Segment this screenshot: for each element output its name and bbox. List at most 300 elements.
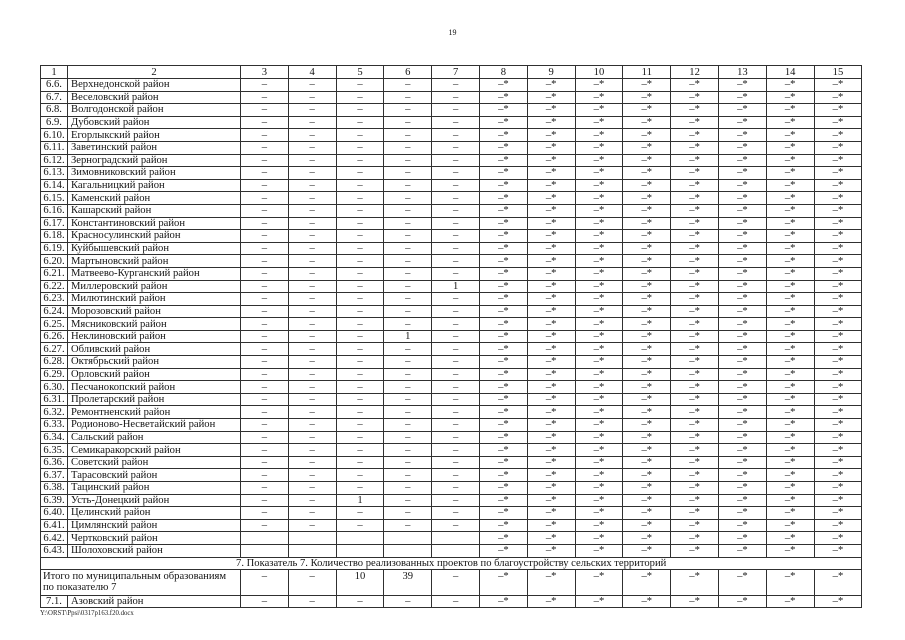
district-name: Морозовский район bbox=[68, 305, 241, 318]
value-cell-col-10: –* bbox=[575, 167, 623, 180]
table-row bbox=[41, 267, 862, 280]
value-cell-col-6: – bbox=[384, 431, 432, 444]
value-cell-col-3: – bbox=[241, 431, 289, 444]
value-cell-col-10: –* bbox=[575, 494, 623, 507]
value-cell-col-3: – bbox=[241, 419, 289, 432]
value-cell-col-10: –* bbox=[575, 204, 623, 217]
value-cell-col-10: –* bbox=[575, 230, 623, 243]
value-cell-col-4: – bbox=[288, 356, 336, 369]
district-name: Песчанокопский район bbox=[68, 381, 241, 394]
value-cell-col-3: – bbox=[241, 293, 289, 306]
value-cell-col-11: –* bbox=[623, 305, 671, 318]
table-row bbox=[41, 179, 862, 192]
table-row bbox=[41, 255, 862, 268]
value-cell-col-5: – bbox=[336, 267, 384, 280]
table-row bbox=[41, 519, 862, 532]
total-cell-col-4: – bbox=[288, 570, 336, 596]
value-cell-col-15: –* bbox=[814, 242, 862, 255]
table-row bbox=[41, 544, 862, 557]
value-cell-col-5: – bbox=[336, 469, 384, 482]
value-cell-col-4: – bbox=[288, 318, 336, 331]
value-cell-col-13: –* bbox=[718, 318, 766, 331]
value-cell-col-8: –* bbox=[479, 469, 527, 482]
value-cell-col-8: –* bbox=[479, 116, 527, 129]
value-cell-col-9: –* bbox=[527, 305, 575, 318]
value-cell-col-15: –* bbox=[814, 431, 862, 444]
value-cell-col-9: –* bbox=[527, 330, 575, 343]
value-cell-col-6: – bbox=[384, 242, 432, 255]
table-row bbox=[41, 469, 862, 482]
value-cell-col-13: –* bbox=[718, 255, 766, 268]
table-row bbox=[41, 507, 862, 520]
value-cell-col-9: –* bbox=[527, 104, 575, 117]
row-number: 6.20. bbox=[41, 255, 68, 268]
value-cell-col-9: –* bbox=[527, 356, 575, 369]
value-cell-col-5: – bbox=[336, 318, 384, 331]
value-cell-col-4: – bbox=[288, 456, 336, 469]
value-cell-col-8: –* bbox=[479, 532, 527, 545]
table-row bbox=[41, 431, 862, 444]
value-cell-col-11: –* bbox=[623, 318, 671, 331]
row-number: 6.30. bbox=[41, 381, 68, 394]
value-cell-col-11: –* bbox=[623, 104, 671, 117]
value-cell-col-14: –* bbox=[766, 419, 814, 432]
value-cell-col-10: –* bbox=[575, 293, 623, 306]
value-cell-col-3: – bbox=[241, 595, 289, 608]
value-cell-col-7: – bbox=[432, 192, 480, 205]
value-cell-col-6: – bbox=[384, 141, 432, 154]
value-cell-col-5: – bbox=[336, 330, 384, 343]
value-cell-col-11: –* bbox=[623, 91, 671, 104]
value-cell-col-10: –* bbox=[575, 104, 623, 117]
table-row bbox=[41, 167, 862, 180]
value-cell-col-13: –* bbox=[718, 544, 766, 557]
value-cell-col-4: – bbox=[288, 368, 336, 381]
district-name: Кагальницкий район bbox=[68, 179, 241, 192]
value-cell-col-12: –* bbox=[671, 167, 719, 180]
value-cell-col-3: – bbox=[241, 330, 289, 343]
value-cell-col-11: –* bbox=[623, 469, 671, 482]
value-cell-col-13: –* bbox=[718, 305, 766, 318]
value-cell-col-15: –* bbox=[814, 456, 862, 469]
value-cell-col-13: –* bbox=[718, 280, 766, 293]
value-cell-col-3: – bbox=[241, 154, 289, 167]
value-cell-col-12: –* bbox=[671, 267, 719, 280]
row-number: 6.25. bbox=[41, 318, 68, 331]
value-cell-col-15: –* bbox=[814, 141, 862, 154]
value-cell-col-14: –* bbox=[766, 204, 814, 217]
value-cell-col-6: – bbox=[384, 444, 432, 457]
value-cell-col-15: –* bbox=[814, 482, 862, 495]
value-cell-col-9: –* bbox=[527, 494, 575, 507]
value-cell-col-5: – bbox=[336, 482, 384, 495]
value-cell-col-8: –* bbox=[479, 242, 527, 255]
value-cell-col-3: – bbox=[241, 318, 289, 331]
value-cell-col-9: –* bbox=[527, 255, 575, 268]
value-cell-col-13: –* bbox=[718, 494, 766, 507]
value-cell-col-4: – bbox=[288, 293, 336, 306]
value-cell-col-11: –* bbox=[623, 507, 671, 520]
value-cell-col-15: –* bbox=[814, 104, 862, 117]
row-number: 6.14. bbox=[41, 179, 68, 192]
district-name: Целинский район bbox=[68, 507, 241, 520]
value-cell-col-9: –* bbox=[527, 204, 575, 217]
value-cell-col-13: –* bbox=[718, 419, 766, 432]
value-cell-col-15: –* bbox=[814, 204, 862, 217]
value-cell-col-3: – bbox=[241, 280, 289, 293]
value-cell-col-3: – bbox=[241, 230, 289, 243]
value-cell-col-10: –* bbox=[575, 267, 623, 280]
value-cell-col-6: – bbox=[384, 116, 432, 129]
column-header-7: 7 bbox=[432, 66, 480, 79]
value-cell-col-11: –* bbox=[623, 356, 671, 369]
value-cell-col-10: –* bbox=[575, 330, 623, 343]
row-number: 6.27. bbox=[41, 343, 68, 356]
value-cell-col-7: – bbox=[432, 469, 480, 482]
row-number: 6.15. bbox=[41, 192, 68, 205]
value-cell-col-3 bbox=[241, 532, 289, 545]
value-cell-col-3: – bbox=[241, 406, 289, 419]
value-cell-col-5: – bbox=[336, 356, 384, 369]
value-cell-col-14: –* bbox=[766, 217, 814, 230]
row-number: 6.35. bbox=[41, 444, 68, 457]
value-cell-col-5: – bbox=[336, 444, 384, 457]
row-number: 6.7. bbox=[41, 91, 68, 104]
table-row bbox=[41, 393, 862, 406]
value-cell-col-8: –* bbox=[479, 456, 527, 469]
row-number: 6.11. bbox=[41, 141, 68, 154]
value-cell-col-11: –* bbox=[623, 230, 671, 243]
row-number: 6.29. bbox=[41, 368, 68, 381]
district-name: Тарасовский район bbox=[68, 469, 241, 482]
row-number: 6.38. bbox=[41, 482, 68, 495]
value-cell-col-13: –* bbox=[718, 444, 766, 457]
value-cell-col-5: – bbox=[336, 154, 384, 167]
value-cell-col-5 bbox=[336, 544, 384, 557]
value-cell-col-4: – bbox=[288, 129, 336, 142]
value-cell-col-4: – bbox=[288, 167, 336, 180]
table-row bbox=[41, 129, 862, 142]
value-cell-col-15: –* bbox=[814, 280, 862, 293]
value-cell-col-4: – bbox=[288, 330, 336, 343]
value-cell-col-14: –* bbox=[766, 381, 814, 394]
value-cell-col-9: –* bbox=[527, 129, 575, 142]
value-cell-col-11: –* bbox=[623, 154, 671, 167]
value-cell-col-7: – bbox=[432, 129, 480, 142]
value-cell-col-15: –* bbox=[814, 179, 862, 192]
value-cell-col-15: –* bbox=[814, 318, 862, 331]
value-cell-col-9: –* bbox=[527, 141, 575, 154]
value-cell-col-10: –* bbox=[575, 192, 623, 205]
value-cell-col-6: – bbox=[384, 469, 432, 482]
value-cell-col-9: –* bbox=[527, 544, 575, 557]
value-cell-col-5: – bbox=[336, 305, 384, 318]
value-cell-col-12: –* bbox=[671, 116, 719, 129]
value-cell-col-15: –* bbox=[814, 116, 862, 129]
value-cell-col-8: –* bbox=[479, 393, 527, 406]
value-cell-col-5: – bbox=[336, 192, 384, 205]
value-cell-col-12: –* bbox=[671, 318, 719, 331]
value-cell-col-12: –* bbox=[671, 154, 719, 167]
value-cell-col-7: – bbox=[432, 79, 480, 92]
value-cell-col-13: –* bbox=[718, 293, 766, 306]
value-cell-col-13: –* bbox=[718, 116, 766, 129]
value-cell-col-3: – bbox=[241, 104, 289, 117]
value-cell-col-11: –* bbox=[623, 544, 671, 557]
value-cell-col-11: –* bbox=[623, 343, 671, 356]
value-cell-col-13: –* bbox=[718, 230, 766, 243]
value-cell-col-9: –* bbox=[527, 230, 575, 243]
value-cell-col-13: –* bbox=[718, 519, 766, 532]
row-number: 6.43. bbox=[41, 544, 68, 557]
value-cell-col-8: –* bbox=[479, 179, 527, 192]
value-cell-col-12: –* bbox=[671, 494, 719, 507]
table-row bbox=[41, 280, 862, 293]
row-number: 7.1. bbox=[41, 595, 68, 608]
value-cell-col-5: – bbox=[336, 393, 384, 406]
total-cell-col-7: – bbox=[432, 570, 480, 596]
value-cell-col-10: –* bbox=[575, 381, 623, 394]
column-header-12: 12 bbox=[671, 66, 719, 79]
value-cell-col-8: –* bbox=[479, 91, 527, 104]
file-path-footer: Y:\ORST\Ppsi\0317p163.f20.docx bbox=[40, 610, 134, 617]
value-cell-col-10: –* bbox=[575, 255, 623, 268]
row-number: 6.36. bbox=[41, 456, 68, 469]
total-cell-col-3: – bbox=[241, 570, 289, 596]
value-cell-col-4: – bbox=[288, 179, 336, 192]
value-cell-col-6: – bbox=[384, 494, 432, 507]
value-cell-col-6: – bbox=[384, 230, 432, 243]
value-cell-col-13: –* bbox=[718, 204, 766, 217]
value-cell-col-15: –* bbox=[814, 230, 862, 243]
value-cell-col-9: –* bbox=[527, 79, 575, 92]
value-cell-col-4: – bbox=[288, 507, 336, 520]
value-cell-col-3: – bbox=[241, 456, 289, 469]
total-cell-col-12: –* bbox=[671, 570, 719, 596]
value-cell-col-10: –* bbox=[575, 519, 623, 532]
value-cell-col-11: –* bbox=[623, 519, 671, 532]
value-cell-col-11: –* bbox=[623, 293, 671, 306]
value-cell-col-4: – bbox=[288, 242, 336, 255]
value-cell-col-15: –* bbox=[814, 255, 862, 268]
value-cell-col-11: –* bbox=[623, 494, 671, 507]
value-cell-col-10: –* bbox=[575, 368, 623, 381]
table-row bbox=[41, 116, 862, 129]
district-name: Мясниковский район bbox=[68, 318, 241, 331]
value-cell-col-9: –* bbox=[527, 431, 575, 444]
value-cell-col-7: – bbox=[432, 595, 480, 608]
value-cell-col-11: –* bbox=[623, 280, 671, 293]
column-header-14: 14 bbox=[766, 66, 814, 79]
value-cell-col-12: –* bbox=[671, 104, 719, 117]
total-cell-col-8: –* bbox=[479, 570, 527, 596]
value-cell-col-10: –* bbox=[575, 544, 623, 557]
row-number: 6.23. bbox=[41, 293, 68, 306]
value-cell-col-9: –* bbox=[527, 381, 575, 394]
total-label: Итого по муниципальным образованиям по показателю 7 bbox=[41, 570, 241, 596]
row-number: 6.22. bbox=[41, 280, 68, 293]
value-cell-col-11: –* bbox=[623, 167, 671, 180]
value-cell-col-7: – bbox=[432, 242, 480, 255]
table-row bbox=[41, 343, 862, 356]
value-cell-col-8: –* bbox=[479, 129, 527, 142]
district-name: Чертковский район bbox=[68, 532, 241, 545]
value-cell-col-11: –* bbox=[623, 532, 671, 545]
value-cell-col-13: –* bbox=[718, 154, 766, 167]
district-name: Пролетарский район bbox=[68, 393, 241, 406]
table-row bbox=[41, 494, 862, 507]
value-cell-col-5: – bbox=[336, 116, 384, 129]
district-name: Егорлыкский район bbox=[68, 129, 241, 142]
value-cell-col-15: –* bbox=[814, 154, 862, 167]
value-cell-col-9: –* bbox=[527, 217, 575, 230]
table-row bbox=[41, 456, 862, 469]
value-cell-col-7: – bbox=[432, 116, 480, 129]
value-cell-col-14: –* bbox=[766, 406, 814, 419]
value-cell-col-14: –* bbox=[766, 192, 814, 205]
column-header-4: 4 bbox=[288, 66, 336, 79]
value-cell-col-6: – bbox=[384, 91, 432, 104]
district-name: Зимовниковский район bbox=[68, 167, 241, 180]
value-cell-col-12: –* bbox=[671, 368, 719, 381]
value-cell-col-12: –* bbox=[671, 419, 719, 432]
table-row bbox=[41, 217, 862, 230]
district-name: Родионово-Несветайский район bbox=[68, 419, 241, 432]
value-cell-col-6: – bbox=[384, 519, 432, 532]
value-cell-col-4: – bbox=[288, 267, 336, 280]
value-cell-col-15: –* bbox=[814, 91, 862, 104]
value-cell-col-7: – bbox=[432, 343, 480, 356]
row-number: 6.8. bbox=[41, 104, 68, 117]
value-cell-col-6: – bbox=[384, 204, 432, 217]
value-cell-col-8: –* bbox=[479, 507, 527, 520]
value-cell-col-8: –* bbox=[479, 431, 527, 444]
value-cell-col-15: –* bbox=[814, 267, 862, 280]
value-cell-col-8: –* bbox=[479, 519, 527, 532]
value-cell-col-5: – bbox=[336, 519, 384, 532]
value-cell-col-14: –* bbox=[766, 141, 814, 154]
value-cell-col-3: – bbox=[241, 204, 289, 217]
value-cell-col-9: –* bbox=[527, 91, 575, 104]
total-cell-col-11: –* bbox=[623, 570, 671, 596]
value-cell-col-10: –* bbox=[575, 129, 623, 142]
value-cell-col-10: –* bbox=[575, 318, 623, 331]
value-cell-col-12: –* bbox=[671, 431, 719, 444]
value-cell-col-4: – bbox=[288, 343, 336, 356]
value-cell-col-8: –* bbox=[479, 356, 527, 369]
value-cell-col-14: –* bbox=[766, 267, 814, 280]
row-number: 6.26. bbox=[41, 330, 68, 343]
district-name: Каменский район bbox=[68, 192, 241, 205]
value-cell-col-13: –* bbox=[718, 456, 766, 469]
value-cell-col-7: – bbox=[432, 91, 480, 104]
value-cell-col-6 bbox=[384, 544, 432, 557]
value-cell-col-3: – bbox=[241, 469, 289, 482]
row-number: 6.37. bbox=[41, 469, 68, 482]
value-cell-col-11: –* bbox=[623, 242, 671, 255]
value-cell-col-6: – bbox=[384, 293, 432, 306]
table-row bbox=[41, 368, 862, 381]
row-number: 6.12. bbox=[41, 154, 68, 167]
value-cell-col-13: –* bbox=[718, 129, 766, 142]
row-number: 6.32. bbox=[41, 406, 68, 419]
value-cell-col-12: –* bbox=[671, 381, 719, 394]
total-cell-col-6: 39 bbox=[384, 570, 432, 596]
value-cell-col-15: –* bbox=[814, 544, 862, 557]
value-cell-col-4: – bbox=[288, 230, 336, 243]
row-number: 6.18. bbox=[41, 230, 68, 243]
value-cell-col-7: – bbox=[432, 167, 480, 180]
value-cell-col-9: –* bbox=[527, 242, 575, 255]
value-cell-col-5: – bbox=[336, 204, 384, 217]
table-row bbox=[41, 242, 862, 255]
table-row bbox=[41, 204, 862, 217]
column-header-15: 15 bbox=[814, 66, 862, 79]
value-cell-col-5: – bbox=[336, 381, 384, 394]
total-cell-col-15: –* bbox=[814, 570, 862, 596]
district-name: Семикаракорский район bbox=[68, 444, 241, 457]
value-cell-col-11: –* bbox=[623, 431, 671, 444]
value-cell-col-11: –* bbox=[623, 79, 671, 92]
value-cell-col-13: –* bbox=[718, 406, 766, 419]
table-row bbox=[41, 141, 862, 154]
value-cell-col-7: – bbox=[432, 230, 480, 243]
value-cell-col-13: –* bbox=[718, 91, 766, 104]
value-cell-col-12: –* bbox=[671, 242, 719, 255]
value-cell-col-9: –* bbox=[527, 406, 575, 419]
value-cell-col-7: – bbox=[432, 154, 480, 167]
column-header-9: 9 bbox=[527, 66, 575, 79]
value-cell-col-14: –* bbox=[766, 167, 814, 180]
value-cell-col-6: – bbox=[384, 343, 432, 356]
value-cell-col-13: –* bbox=[718, 431, 766, 444]
value-cell-col-6: – bbox=[384, 381, 432, 394]
value-cell-col-6: – bbox=[384, 368, 432, 381]
value-cell-col-14: –* bbox=[766, 368, 814, 381]
value-cell-col-12: –* bbox=[671, 79, 719, 92]
value-cell-col-4: – bbox=[288, 104, 336, 117]
district-name: Ремонтненский район bbox=[68, 406, 241, 419]
value-cell-col-5: – bbox=[336, 242, 384, 255]
value-cell-col-6: – bbox=[384, 456, 432, 469]
district-name: Неклиновский район bbox=[68, 330, 241, 343]
value-cell-col-6: – bbox=[384, 406, 432, 419]
table-row bbox=[41, 419, 862, 432]
value-cell-col-7: – bbox=[432, 141, 480, 154]
value-cell-col-5: – bbox=[336, 595, 384, 608]
row-number: 6.16. bbox=[41, 204, 68, 217]
value-cell-col-14: –* bbox=[766, 507, 814, 520]
value-cell-col-14: –* bbox=[766, 305, 814, 318]
value-cell-col-8: –* bbox=[479, 217, 527, 230]
value-cell-col-13: –* bbox=[718, 167, 766, 180]
value-cell-col-15: –* bbox=[814, 494, 862, 507]
value-cell-col-4: – bbox=[288, 393, 336, 406]
value-cell-col-10: –* bbox=[575, 482, 623, 495]
value-cell-col-9: –* bbox=[527, 343, 575, 356]
value-cell-col-10: –* bbox=[575, 141, 623, 154]
value-cell-col-8: –* bbox=[479, 154, 527, 167]
value-cell-col-4: – bbox=[288, 406, 336, 419]
value-cell-col-8: –* bbox=[479, 444, 527, 457]
value-cell-col-3: – bbox=[241, 305, 289, 318]
value-cell-col-8: –* bbox=[479, 381, 527, 394]
value-cell-col-9: –* bbox=[527, 179, 575, 192]
district-name: Константиновский район bbox=[68, 217, 241, 230]
table-row bbox=[41, 595, 862, 608]
row-number: 6.17. bbox=[41, 217, 68, 230]
total-cell-col-10: –* bbox=[575, 570, 623, 596]
